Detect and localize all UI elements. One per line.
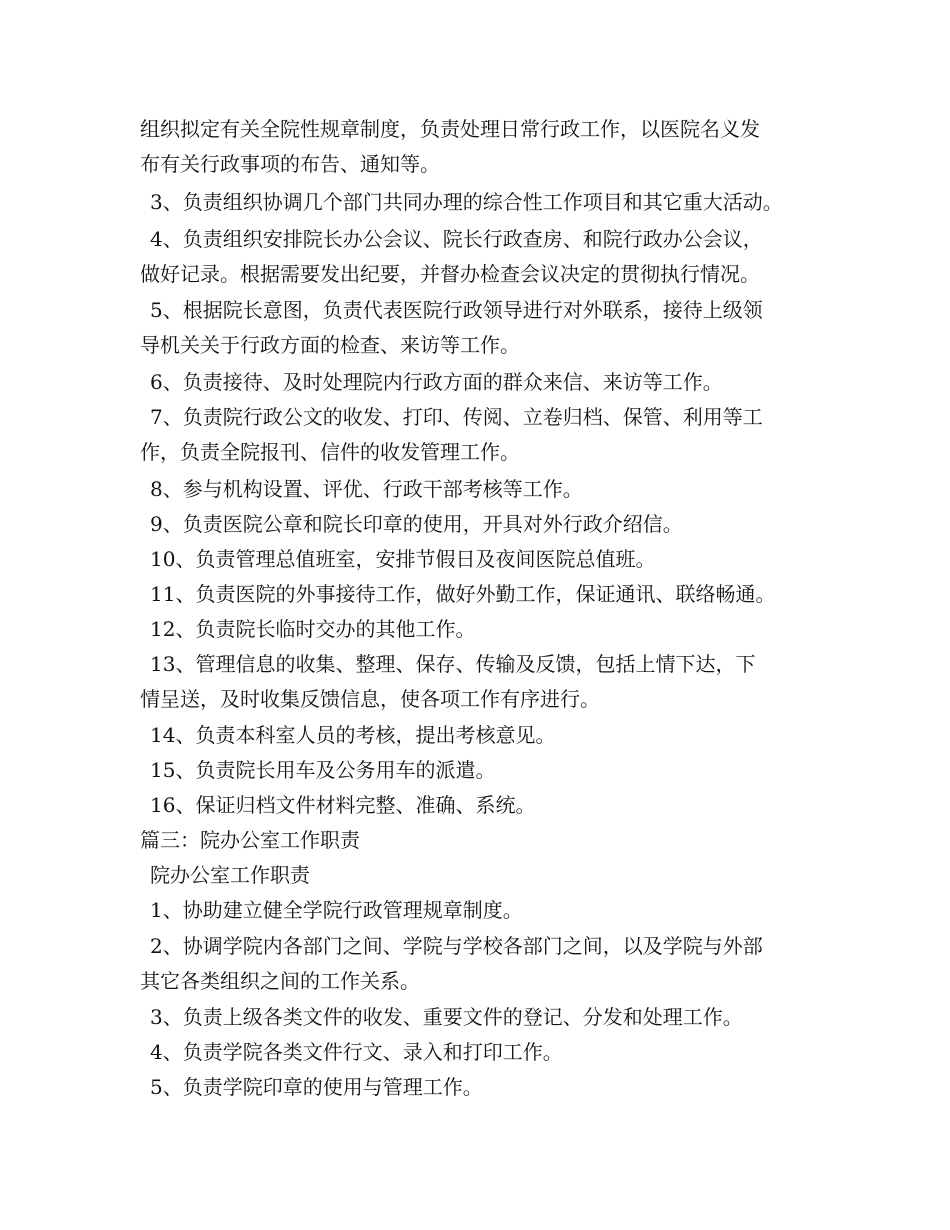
text-line: 2、协调学院内各部门之间、学院与学校各部门之间，以及学院与外部 — [150, 934, 763, 958]
text-line: 4、负责组织安排院长办公会议、院长行政查房、和院行政办公会议， — [150, 227, 763, 251]
text-line: 3、负责上级各类文件的收发、重要文件的登记、分发和处理工作。 — [150, 1005, 743, 1029]
text-line: 布有关行政事项的布告、通知等。 — [140, 152, 440, 176]
text-line: 9、负责医院公章和院长印章的使用，开具对外行政介绍信。 — [150, 512, 683, 536]
text-line: 组织拟定有关全院性规章制度，负责处理日常行政工作，以医院名义发 — [140, 117, 760, 141]
text-line: 11、负责医院的外事接待工作，做好外勤工作，保证通讯、联络畅通。 — [150, 582, 776, 606]
section-heading: 篇三：院办公室工作职责 — [140, 828, 360, 852]
text-line: 1、协助建立健全学院行政管理规章制度。 — [150, 898, 523, 922]
text-line: 13、管理信息的收集、整理、保存、传输及反馈，包括上情下达，下 — [150, 652, 756, 676]
text-line: 6、负责接待、及时处理院内行政方面的群众来信、来访等工作。 — [150, 370, 723, 394]
text-line: 5、负责学院印章的使用与管理工作。 — [150, 1075, 483, 1099]
text-line: 5、根据院长意图，负责代表医院行政领导进行对外联系，接待上级领 — [150, 298, 763, 322]
text-line: 3、负责组织协调几个部门共同办理的综合性工作项目和其它重大活动。 — [150, 190, 783, 214]
text-line: 做好记录。根据需要发出纪要，并督办检查会议决定的贯彻执行情况。 — [140, 262, 760, 286]
text-line: 4、负责学院各类文件行文、录入和打印工作。 — [150, 1040, 563, 1064]
text-line: 8、参与机构设置、评优、行政干部考核等工作。 — [150, 477, 583, 501]
text-line: 作，负责全院报刊、信件的收发管理工作。 — [140, 440, 520, 464]
text-line: 情呈送，及时收集反馈信息，使各项工作有序进行。 — [140, 687, 600, 711]
text-line: 15、负责院长用车及公务用车的派遣。 — [150, 758, 496, 782]
text-line: 14、负责本科室人员的考核，提出考核意见。 — [150, 723, 556, 747]
section-subheading: 院办公室工作职责 — [150, 863, 310, 887]
text-line: 导机关关于行政方面的检查、来访等工作。 — [140, 333, 520, 357]
text-line: 16、保证归档文件材料完整、准确、系统。 — [150, 793, 536, 817]
text-line: 其它各类组织之间的工作关系。 — [140, 969, 420, 993]
text-line: 12、负责院长临时交办的其他工作。 — [150, 617, 476, 641]
text-line: 10、负责管理总值班室，安排节假日及夜间医院总值班。 — [150, 547, 656, 571]
text-line: 7、负责院行政公文的收发、打印、传阅、立卷归档、保管、利用等工 — [150, 405, 763, 429]
